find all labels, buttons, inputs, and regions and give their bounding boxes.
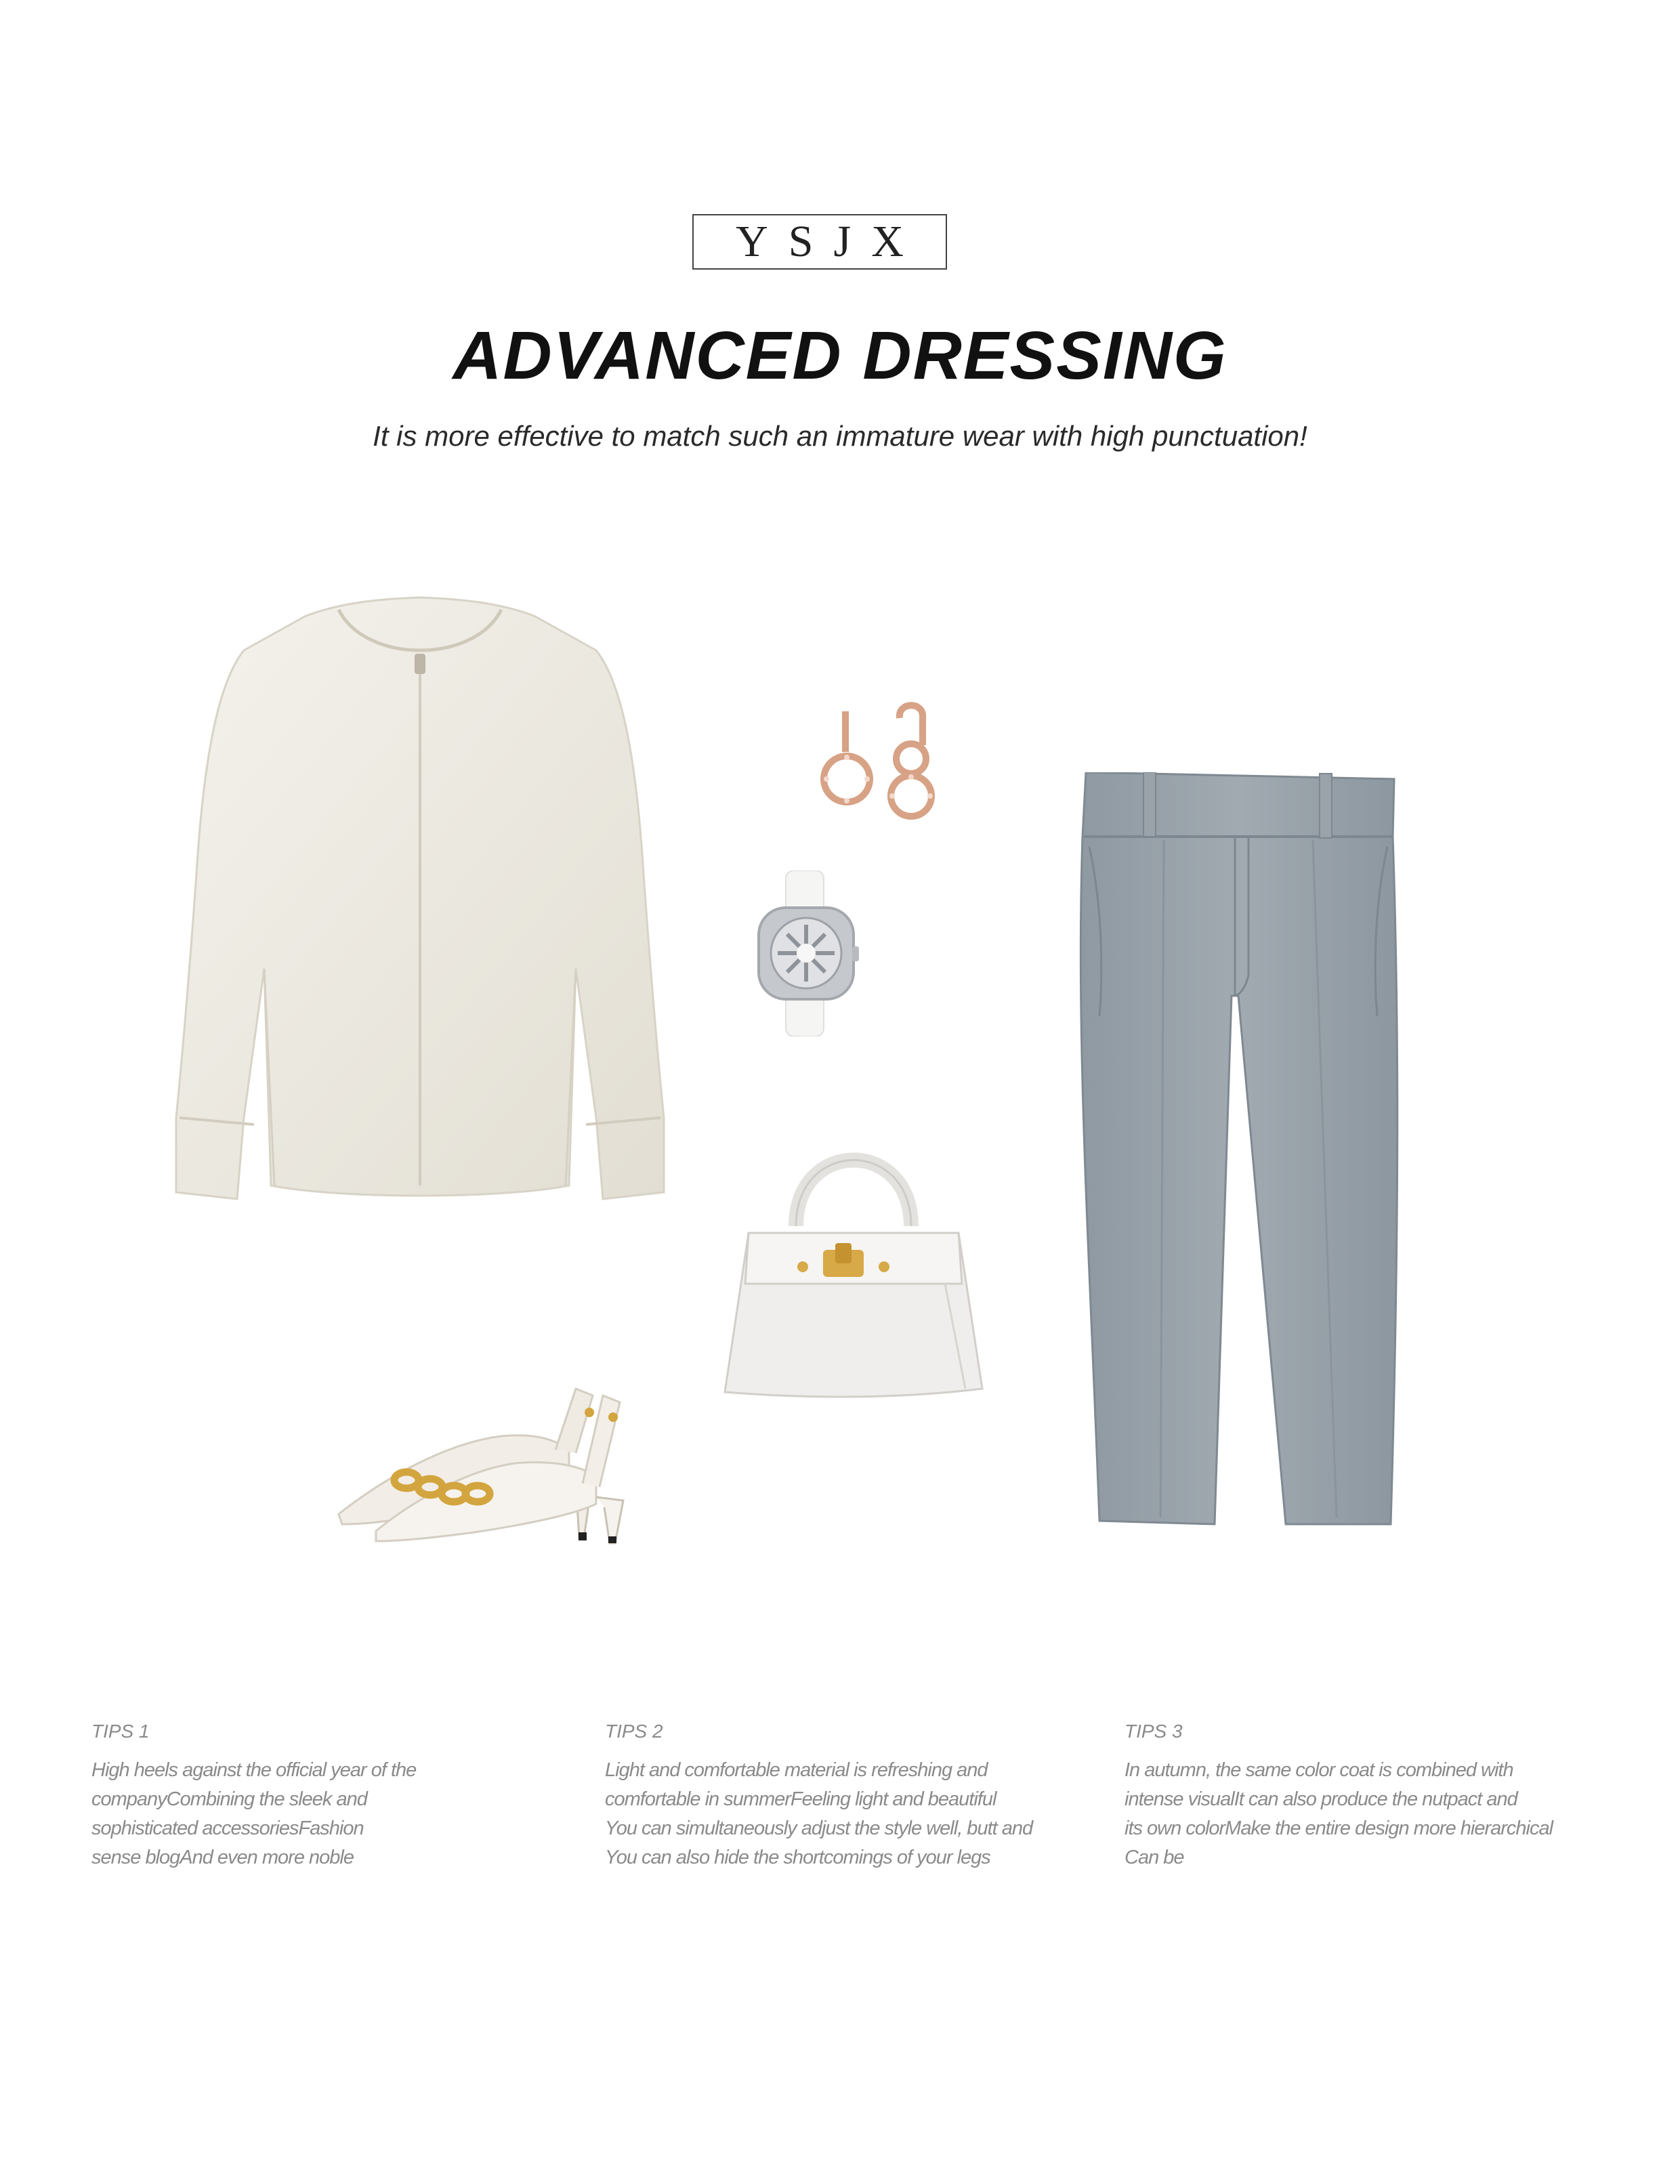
tip-3-body: [1125, 1756, 1553, 1872]
tip-3-line: Can be: [1125, 1847, 1184, 1868]
tip-1-line: sophisticated accessoriesFashion: [91, 1818, 364, 1839]
blouse-icon: [163, 589, 677, 1233]
tip-2-line: Light and comfortable material is refreshing and: [605, 1759, 988, 1781]
tip-1: [91, 1721, 416, 1872]
tip-1-title: TIPS 1: [91, 1721, 150, 1742]
tip-2-line: You can also hide the shortcomings of your legs: [605, 1847, 990, 1868]
tip-3-line: its own colorMake the entire design more hierarchical: [1125, 1818, 1553, 1839]
tip-2-line: comfortable in summerFeeling light and beautiful: [605, 1788, 996, 1810]
tip-1-line: companyCombining the sleek and: [91, 1788, 367, 1810]
tip-2-line: You can simultaneously adjust the style well, butt and: [605, 1818, 1033, 1839]
tip-1-line: sense blogAnd even more noble: [91, 1847, 354, 1868]
tip-1-line: High heels against the official year of the: [91, 1759, 417, 1781]
brand-logo: YSJX: [692, 214, 947, 270]
earrings-icon: [799, 698, 962, 833]
watch-icon: [752, 870, 860, 1036]
page-title: ADVANCED DRESSING: [453, 318, 1227, 394]
tip-2-body: [605, 1756, 1032, 1872]
tip-3-line: In autumn, the same color coat is combined with: [1125, 1759, 1513, 1781]
tip-3: [1125, 1721, 1553, 1872]
tip-3-title: TIPS 3: [1125, 1721, 1183, 1742]
tip-3-line: intense visualIt can also produce the nutpact and: [1125, 1788, 1517, 1810]
handbag-icon: [721, 1125, 986, 1402]
trousers-icon: [1062, 772, 1401, 1531]
tip-1-body: [91, 1756, 416, 1872]
tip-2-title: TIPS 2: [605, 1721, 663, 1742]
tip-2: [605, 1721, 1032, 1872]
page-subtitle: It is more effective to match such an immature wear with high punctuation!: [373, 420, 1307, 452]
heels-icon: [332, 1375, 637, 1545]
